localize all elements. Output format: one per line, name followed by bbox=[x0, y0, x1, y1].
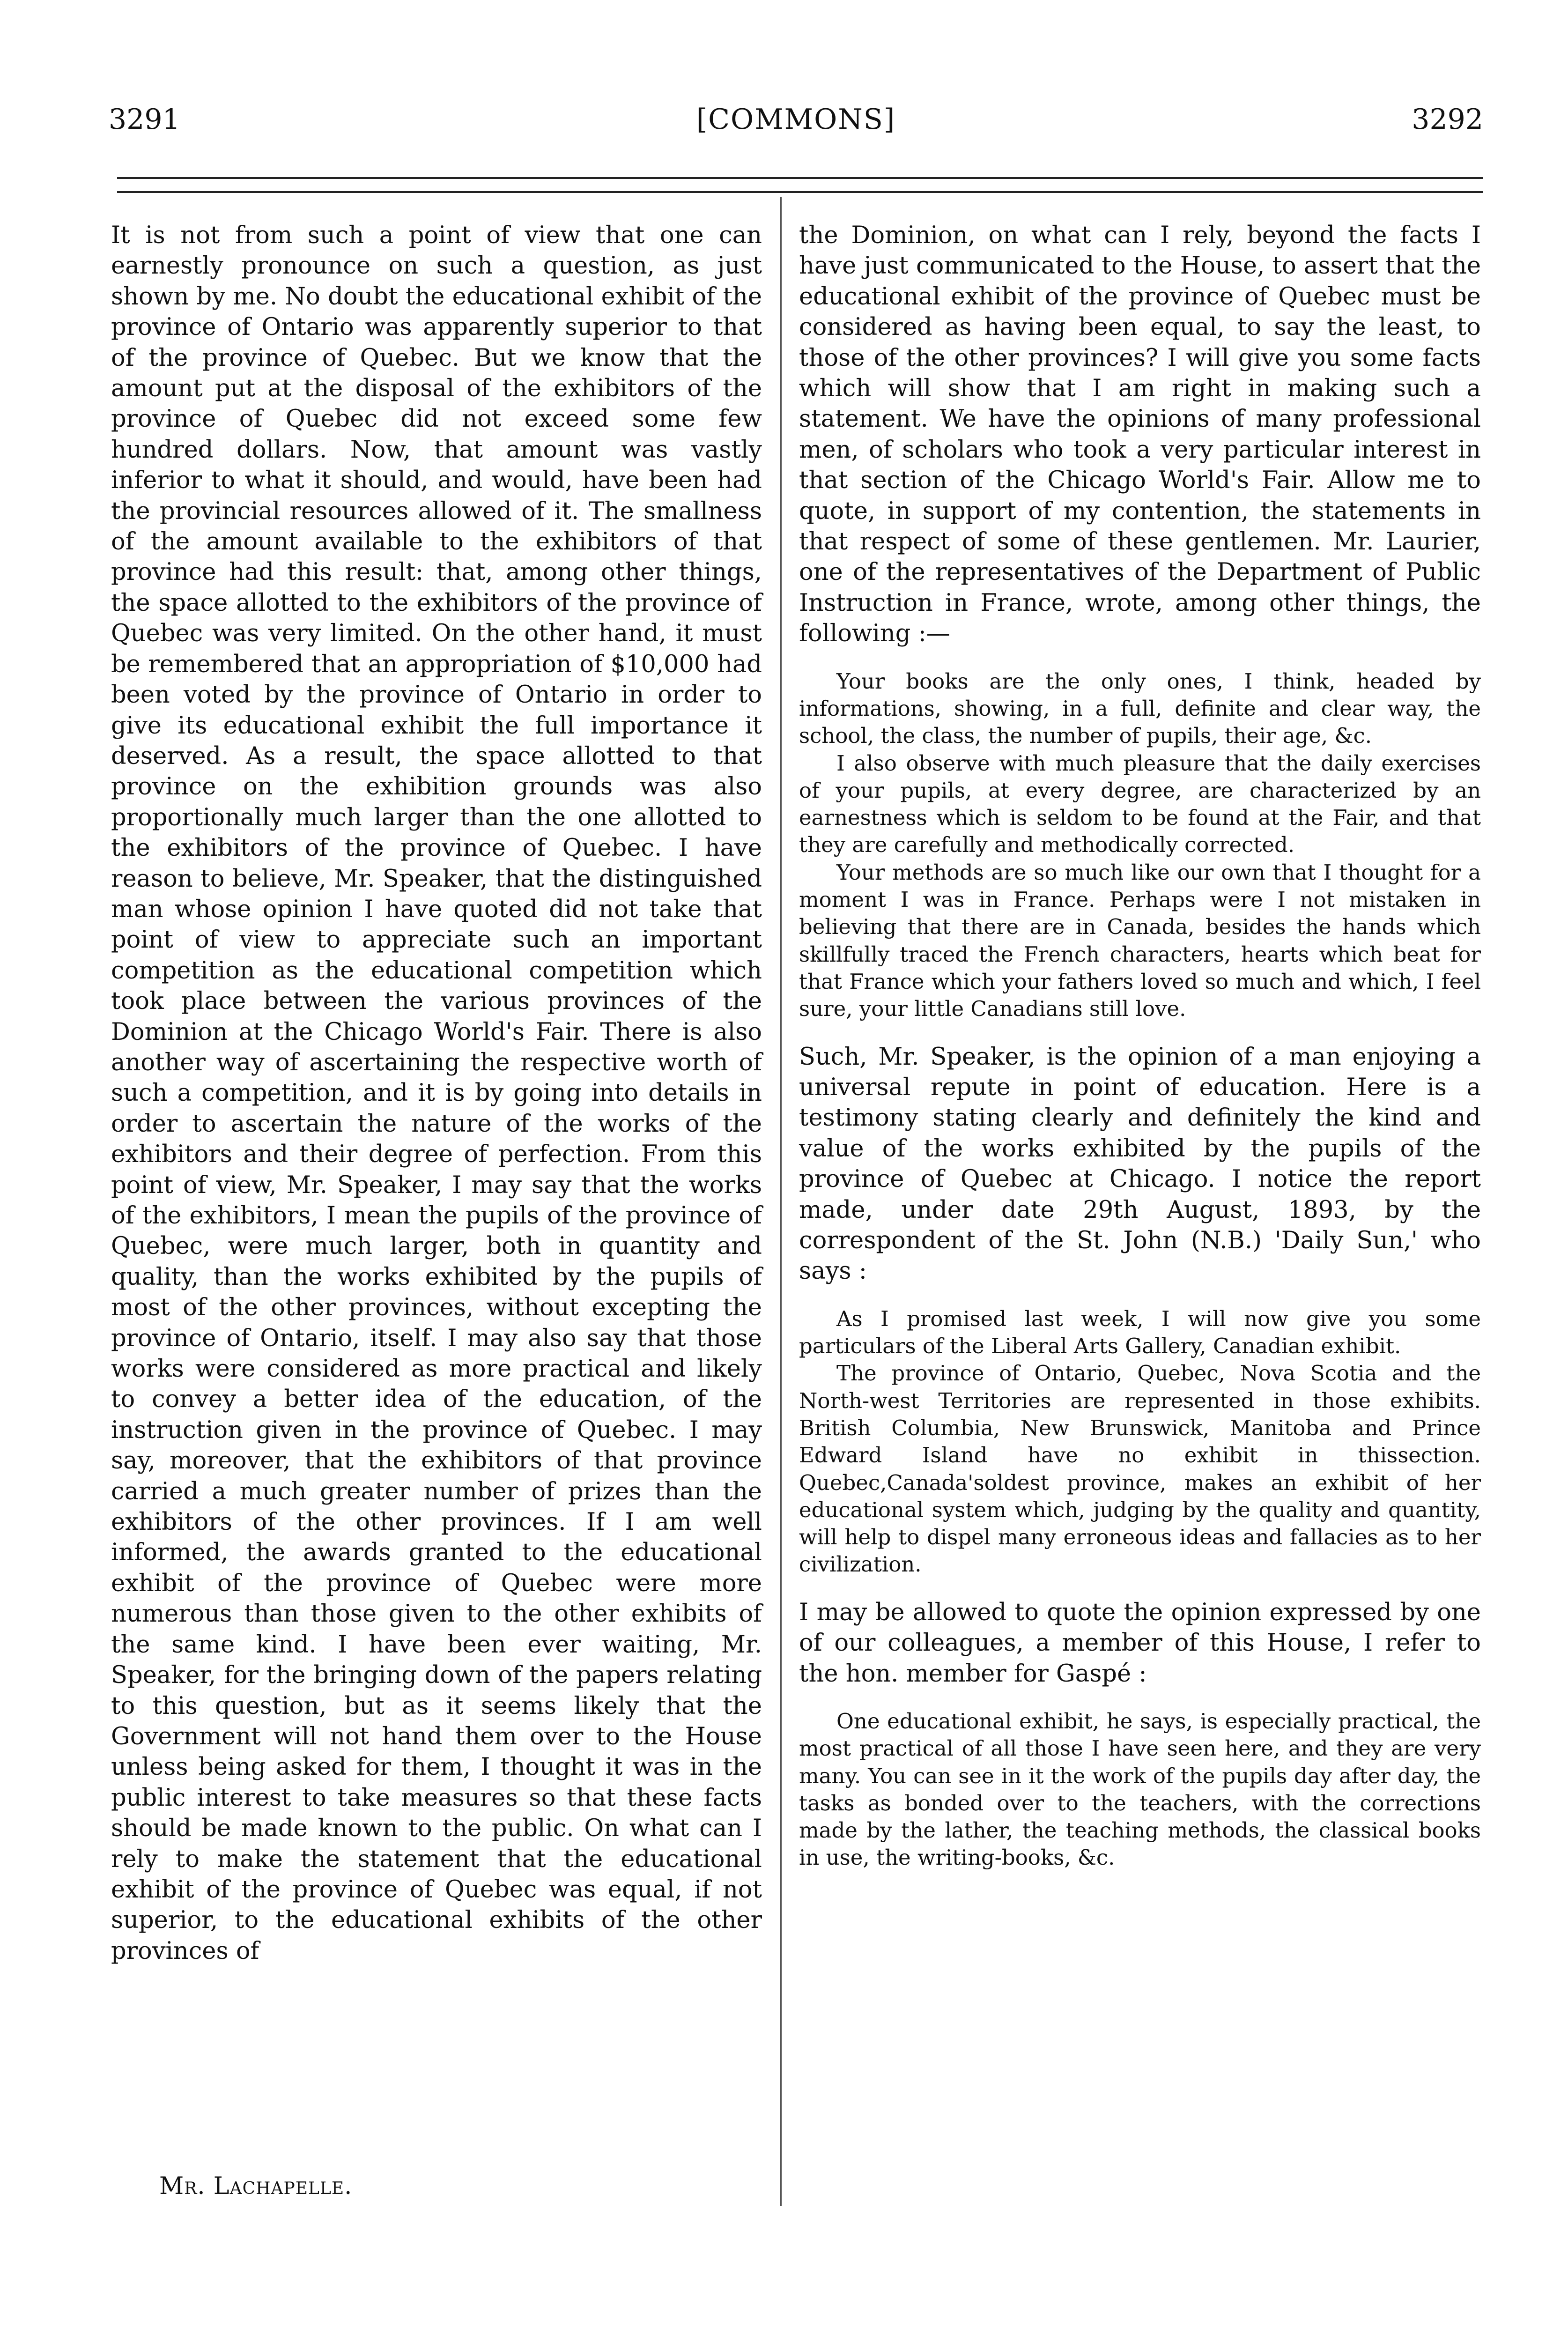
header-rule-bottom bbox=[117, 191, 1483, 193]
page-header bbox=[109, 103, 1483, 148]
quote-daily-sun-2: The province of Ontario, Quebec, Nova Scotia and the North-west Territories are represented in those exhibits. British Columbia, New Brunswick, Manitoba and Prince Edward Island have no exhibit in thissection. Quebec,Canada'soldest province, makes an exhibit of her educational system which, judging by the quality and quantity, will help to dispel many erroneous ideas and fallacies as to her civilization. bbox=[799, 1361, 1481, 1577]
left-column-paragraph: It is not from such a point of view that one can earnestly pronounce on such a question, as just shown by me. No doubt the educational exhibit of the province of Ontario was apparently superior to that of the province of Quebec. But we know that the amount put at the disposal of the exhibitors of the province of Quebec did not exceed some few hundred dollars. Now, that amount was vastly inferior to what it should, and would, have been had the provincial resources allowed of it. The smallness of the amount available to the exhibitors of that province had this result: that, among other things, the space allotted to the exhibitors of the province of Quebec was very limited. On the other hand, it must be remembered that an appropriation of $10,000 had been voted by the province of Ontario in order to give its educational exhibit the full importance it deserved. As a result, the space allotted to that province on the exhibition grounds was also proportionally much larger than the one allotted to the exhibitors of the province of Quebec. I have reason to believe, Mr. Speaker, that the distinguished man whose opinion I have quoted did not take that point of view to appreciate such an important competition as the educational competition which took place between the various provinces of the Dominion at the Chicago World's Fair. There is also another way of ascertaining the respective worth of such a competition, and it is by going into details in order to ascertain the nature of the works of the exhibitors and their degree of perfection. From this point of view, Mr. Speaker, I may say that the works of the exhibitors, I mean the pupils of the province of Quebec, were much larger, both in quantity and quality, than the works exhibited by the pupils of most of the other provinces, without excepting the province of Ontario, itself. I may also say that those works were considered as more practical and likely to convey a better idea of the education, of the instruction given in the province of Quebec. I may say, moreover, that the exhibitors of that province carried a much greater number of prizes than the exhibitors of the other provinces. If I am well informed, the awards granted to the educational exhibit of the province of Quebec were more numerous than those given to the other exhibits of the same kind. I have been ever waiting, Mr. Speaker, for the bringing down of the papers relating to this question, but as it seems likely that the Government will not hand them over to the House unless being asked for them, I thought it was in the public interest to take measures so that these facts should be made known to the public. On what can I rely to make the statement that the educational exhibit of the province of Quebec was equal, if not superior, to the educational exhibits of the other provinces of bbox=[111, 222, 762, 1965]
quote-laurier-2: I also observe with much pleasure that the daily exercises of your pupils, at every degree, are characterized by an earnestness which is seldom to be found at the Fair, and that they are carefully and methodically corrected. bbox=[799, 750, 1481, 858]
quote-gaspe-member: One educational exhibit, he says, is especially practical, the most practical of all those I have seen here, and they are very many. You can see in it the work of the pupils day after day, the tasks as bonded over to the teachers, with the corrections made by the lather, the teaching methods, the classical books in use, the writing-books, &c. bbox=[799, 1708, 1481, 1870]
right-paragraph-1: the Dominion, on what can I rely, beyond the facts I have just communicated to the House, to assert that the educational exhibit of the province of Quebec must be considered as having been equal, to say the least, to those of the other provinces? I will give you some facts which will show that I am right in making such a statement. We have the opinions of many professional men, of scholars who took a very particular interest in that section of the Chicago World's Fair. Allow me to quote, in support of my contention, the statements in that respect of some of these gentlemen. Mr. Laurier, one of the representatives of the Department of Public Instruction in France, wrote, among other things, the following :— bbox=[799, 222, 1481, 648]
quote-laurier-3: Your methods are so much like our own that I thought for a moment I was in France. Perhaps were I not mistaken in believing that there are in Canada, besides the hands which skillfully traced the French characters, hearts which beat for that France which your fathers loved so much and which, I feel sure, your little Canadians still love. bbox=[799, 860, 1481, 1022]
speaker-name-text: Mr. Lachapelle. bbox=[159, 2172, 353, 2200]
quote-daily-sun-1: As I promised last week, I will now give you some particulars of the Liberal Arts Gallery, Canadian exhibit. bbox=[799, 1306, 1481, 1359]
column-divider bbox=[780, 197, 782, 2206]
page-number-left: 3291 bbox=[109, 103, 180, 136]
header-rule-top bbox=[117, 177, 1483, 179]
quote-laurier-1: Your books are the only ones, I think, headed by informations, showing, in a full, definite and clear way, the school, the class, the number of pupils, their age, &c. bbox=[799, 668, 1481, 749]
speaker-name bbox=[159, 2172, 352, 2200]
right-paragraph-2: Such, Mr. Speaker, is the opinion of a man enjoying a universal repute in point of education. Here is a testimony stating clearly and definitely the kind and value of the works exhibited by the pupils of the province of Quebec at Chicago. I notice the report made, under date 29th August, 1893, by the correspondent of the St. John (N.B.) 'Daily Sun,' who says : bbox=[799, 1043, 1481, 1285]
right-column bbox=[799, 220, 1481, 1872]
page-title: [COMMONS] bbox=[696, 103, 896, 136]
left-column bbox=[111, 220, 762, 1966]
right-paragraph-3: I may be allowed to quote the opinion expressed by one of our colleagues, a member of this House, I refer to the hon. member for Gaspé : bbox=[799, 1598, 1481, 1688]
page-number-right: 3292 bbox=[1412, 103, 1483, 136]
